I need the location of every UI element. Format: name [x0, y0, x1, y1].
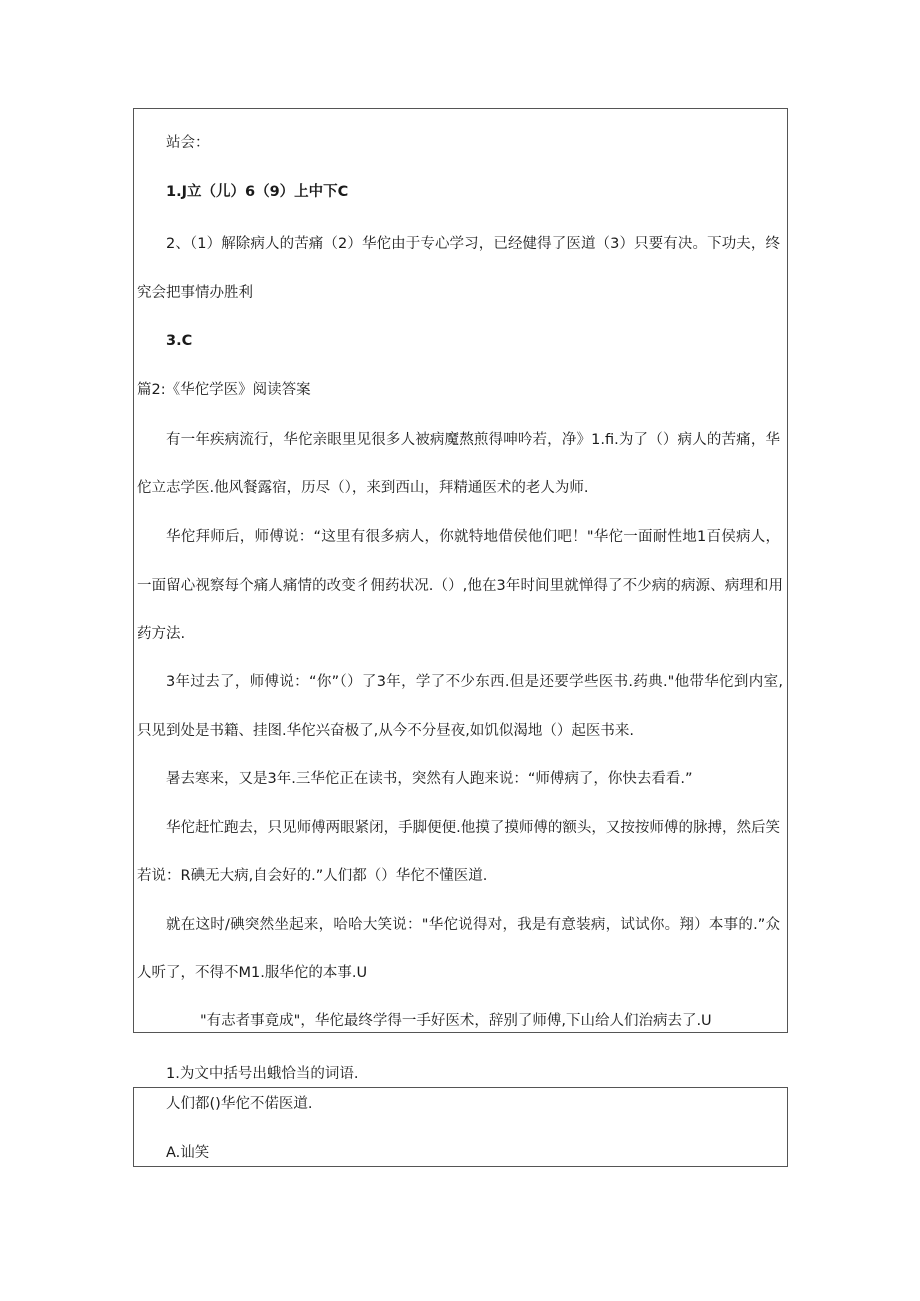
- paragraph-3-line-2: 只见到处是书籍、挂图.华佗兴奋极了,从今不分昼夜,如饥似渴地（）起医书来.: [137, 723, 634, 739]
- question-1-option-a: A.讪笑: [166, 1145, 210, 1161]
- answers-heading: 站会：: [166, 135, 210, 151]
- question-1-prompt: 1.为文中括号出蛾恰当的词语.: [166, 1066, 359, 1082]
- answer-2-line-1: 2、（1）解除病人的苦痛（2）华佗由于专心学习，已经健得了医道（3）只要有决。下功夫，终: [166, 236, 780, 252]
- paragraph-2-line-3: 药方法.: [137, 626, 186, 642]
- paragraph-5-line-2: 若说：R碘无大病,自会好的.”人们都（）华佗不懂医道.: [137, 868, 488, 884]
- article-title: 篇2:《华佗学医》阅读答案: [137, 382, 311, 398]
- paragraph-1-line-1: 有一年疾病流行，华佗亲眼里见很多人被病魔熬煎得呻吟若，净》1.fi.为了（）病人的苦痛，华: [166, 432, 780, 448]
- answer-1: 1.J立（儿）6（9）上中下C: [166, 184, 349, 200]
- paragraph-7: "有志者事竟成"，华佗最终学得一手好医术，辞别了师傅,下山给人们治病去了.U: [200, 1013, 712, 1029]
- answer-3: 3.C: [166, 333, 193, 349]
- paragraph-6-line-2: 人听了，不得不M1.服华佗的本事.U: [137, 965, 368, 981]
- paragraph-1-line-2: 佗立志学医.他风餐露宿，历尽（），来到西山，拜精通医术的老人为师.: [137, 480, 589, 496]
- paragraph-3-line-1: 3年过去了，师傅说：“你”（）了3年，学了不少东西.但是还要学些医书.药典."他带华佗到内室,: [166, 674, 783, 690]
- paragraph-2-line-1: 华佗拜师后，师傅说：“这里有很多病人，你就特地借侯他们吧！"华佗一面耐性地1百侯病人，: [166, 529, 780, 545]
- paragraph-2-line-2: 一面留心视察每个痛人痛情的改变彳佣药状况.（）,他在3年时间里就惮得了不少病的病源、病理和用: [137, 578, 783, 594]
- question-1-sentence: 人们都()华佗不偌医道.: [166, 1096, 313, 1112]
- answer-2-line-2: 究会把事情办胜利: [137, 285, 253, 301]
- paragraph-6-line-1: 就在这时/碘突然坐起来，哈哈大笑说："华佗说得对，我是有意装病，试试你。翔）本事的.”众: [166, 917, 780, 933]
- paragraph-5-line-1: 华佗赶忙跑去，只见师傅两眼紧闭，手脚便便.他摸了摸师傅的额头，又按按师傅的脉搏，然后笑: [166, 820, 780, 836]
- paragraph-4: 暑去寒来，又是3年.三华佗正在读书，突然有人跑来说：“师傅病了，你快去看看.”: [166, 771, 693, 787]
